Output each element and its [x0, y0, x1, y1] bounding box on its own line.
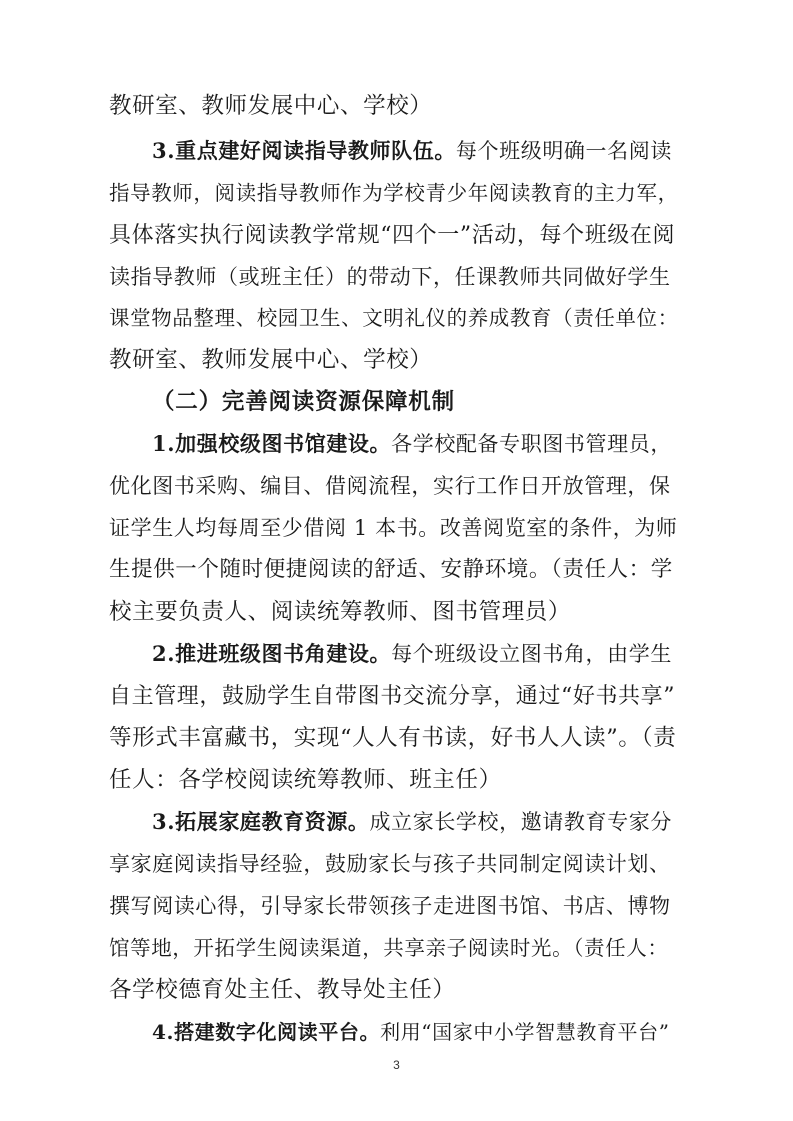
line-body: 撰写阅读心得，引导家长带领孩子走进图书馆、书店、博物: [109, 894, 671, 918]
line-body: 读指导教师（或班主任）的带动下，任课教师共同做好学生: [109, 265, 671, 289]
section-heading: [152, 384, 679, 420]
line-body: 教研室、教师发展中心、学校）: [109, 347, 433, 373]
text-line: [109, 720, 679, 756]
line-head: 4.搭建数字化阅读平台。: [152, 1020, 381, 1044]
line-body: （二）完善阅读资源保障机制: [152, 389, 455, 415]
text-line: [109, 552, 679, 588]
line-body: 证学生人均每周至少借阅 1 本书。改善阅览室的条件，为师: [109, 516, 678, 540]
line-head: 3.拓展家庭教育资源。: [152, 809, 370, 834]
line-body: 优化图书采购、编目、借阅流程，实行工作日开放管理，保: [109, 474, 671, 498]
page-number: 3: [393, 1058, 400, 1072]
text-line: [109, 468, 679, 504]
paragraph-heading-line: [152, 426, 679, 462]
text-line: [109, 888, 679, 924]
line-body: 享家庭阅读指导经验，鼓励家长与孩子共同制定阅读计划、: [109, 852, 671, 876]
line-head: 1.加强校级图书馆建设。: [152, 431, 392, 456]
paragraph-heading-line: [152, 1014, 679, 1050]
line-body: 利用“国家中小学智慧教育平台”: [380, 1020, 670, 1044]
text-line: [109, 678, 679, 714]
text-line: [109, 510, 679, 546]
line-body: 教研室、教师发展中心、学校）: [109, 93, 433, 119]
line-body: 每个班级设立图书角，由学生: [391, 642, 672, 666]
text-line: [109, 930, 679, 966]
text-line: [109, 217, 679, 253]
text-line: [109, 762, 679, 798]
line-body: 成立家长学校，邀请教育专家分: [369, 810, 672, 834]
text-line: [109, 300, 679, 336]
line-body: 等形式丰富藏书，实现“人人有书读，好书人人读”。（责: [109, 725, 677, 751]
line-head: 3.重点建好阅读指导教师队伍。: [152, 138, 456, 163]
paragraph-heading-line: [152, 133, 679, 169]
line-body: 具体落实执行阅读教学常规“四个一”活动，每个班级在阅: [109, 223, 676, 248]
line-body: 生提供一个随时便捷阅读的舒适、安静环境。（责任人：学: [109, 557, 673, 582]
line-body: 馆等地，开拓学生阅读渠道，共享亲子阅读时光。（责任人：: [109, 936, 669, 960]
line-body: 任人：各学校阅读统筹教师、班主任）: [109, 767, 502, 793]
line-body: 每个班级明确一名阅读: [455, 139, 672, 163]
line-body: 自主管理，鼓励学生自带图书交流分享，通过“好书共享”: [109, 684, 676, 709]
text-line: [109, 342, 679, 378]
text-line: [109, 846, 679, 882]
line-body: 各学校德育处主任、教导处主任）: [109, 977, 456, 1003]
line-body: 各学校配备专职图书管理员，: [391, 432, 672, 456]
text-line: [109, 594, 679, 630]
line-body: 指导教师，阅读指导教师作为学校青少年阅读教育的主力军，: [109, 181, 679, 205]
text-line: [109, 972, 679, 1008]
text-line: [109, 259, 679, 295]
line-body: 校主要负责人、阅读统筹教师、图书管理员）: [109, 599, 572, 625]
line-head: 2.推进班级图书角建设。: [152, 641, 392, 666]
paragraph-heading-line: [152, 636, 679, 672]
text-line: [109, 88, 679, 124]
paragraph-heading-line: [152, 804, 679, 840]
text-line: [109, 175, 679, 211]
line-body: 课堂物品整理、校园卫生、文明礼仪的养成教育（责任单位：: [109, 306, 679, 330]
